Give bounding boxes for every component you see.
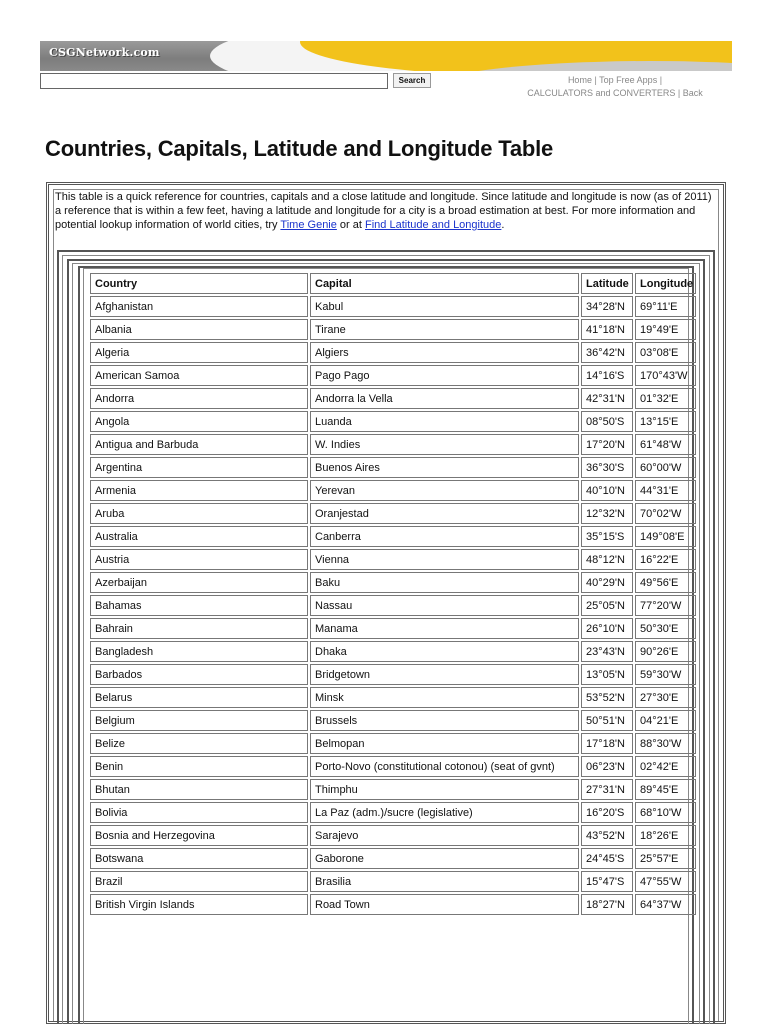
table-row [90, 848, 696, 869]
latitude-cell: 36°42'N [581, 342, 633, 363]
countries-table [88, 271, 698, 917]
header-country: Country [90, 273, 308, 294]
country-cell: Belgium [90, 710, 308, 731]
table-row [90, 756, 696, 777]
table-row [90, 802, 696, 823]
page-title: Countries, Capitals, Latitude and Longitude Table [45, 136, 554, 161]
capital-cell: Gaborone [310, 848, 579, 869]
country-cell: Belarus [90, 687, 308, 708]
country-cell: Bangladesh [90, 641, 308, 662]
longitude-cell: 25°57'E [635, 848, 696, 869]
longitude-cell: 69°11'E [635, 296, 696, 317]
longitude-cell: 64°37'W [635, 894, 696, 915]
table-row [90, 572, 696, 593]
capital-cell: Dhaka [310, 641, 579, 662]
capital-cell: W. Indies [310, 434, 579, 455]
country-cell: Antigua and Barbuda [90, 434, 308, 455]
country-cell: Botswana [90, 848, 308, 869]
longitude-cell: 70°02'W [635, 503, 696, 524]
table-row [90, 894, 696, 915]
longitude-cell: 27°30'E [635, 687, 696, 708]
capital-cell: Canberra [310, 526, 579, 547]
table-row [90, 733, 696, 754]
country-cell: British Virgin Islands [90, 894, 308, 915]
latitude-cell: 14°16'S [581, 365, 633, 386]
table-row [90, 825, 696, 846]
capital-cell: Sarajevo [310, 825, 579, 846]
intro-paragraph [55, 190, 717, 232]
latitude-cell: 36°30'S [581, 457, 633, 478]
longitude-cell: 61°48'W [635, 434, 696, 455]
country-cell: Afghanistan [90, 296, 308, 317]
latitude-cell: 26°10'N [581, 618, 633, 639]
calculators-link[interactable]: CALCULATORS and CONVERTERS [527, 88, 676, 98]
capital-cell: Baku [310, 572, 579, 593]
longitude-cell: 59°30'W [635, 664, 696, 685]
back-link[interactable]: Back [682, 88, 703, 98]
capital-cell: Andorra la Vella [310, 388, 579, 409]
longitude-cell: 13°15'E [635, 411, 696, 432]
longitude-cell: 170°43'W [635, 365, 696, 386]
country-cell: Brazil [90, 871, 308, 892]
latitude-cell: 12°32'N [581, 503, 633, 524]
latitude-cell: 43°52'N [581, 825, 633, 846]
longitude-cell: 03°08'E [635, 342, 696, 363]
top-free-apps-link[interactable]: Top Free Apps [599, 75, 658, 85]
latitude-cell: 13°05'N [581, 664, 633, 685]
latitude-cell: 06°23'N [581, 756, 633, 777]
country-cell: Bolivia [90, 802, 308, 823]
capital-cell: La Paz (adm.)/sucre (legislative) [310, 802, 579, 823]
intro-text: This table is a quick reference for countries, capitals and a close latitude and longitude. Since latitude and longitude is now (as of 2011) a reference that is within a few feet, having a latitude and longitude for a city is a broad estimation at best. For more information and potential lookup information of world cities, try [55, 191, 712, 231]
table-row [90, 319, 696, 340]
table-row [90, 296, 696, 317]
country-cell: Barbados [90, 664, 308, 685]
country-cell: Bosnia and Herzegovina [90, 825, 308, 846]
latitude-cell: 17°20'N [581, 434, 633, 455]
intro-mid: or at [336, 219, 365, 231]
search-button[interactable]: Search [393, 73, 431, 88]
longitude-cell: 88°30'W [635, 733, 696, 754]
table-row [90, 618, 696, 639]
longitude-cell: 149°08'E [635, 526, 696, 547]
country-cell: Bahrain [90, 618, 308, 639]
longitude-cell: 04°21'E [635, 710, 696, 731]
latitude-cell: 41°18'N [581, 319, 633, 340]
table-row [90, 549, 696, 570]
table-row [90, 779, 696, 800]
table-row [90, 411, 696, 432]
capital-cell: Manama [310, 618, 579, 639]
longitude-cell: 16°22'E [635, 549, 696, 570]
capital-cell: Thimphu [310, 779, 579, 800]
capital-cell: Luanda [310, 411, 579, 432]
longitude-cell: 68°10'W [635, 802, 696, 823]
latitude-cell: 50°51'N [581, 710, 633, 731]
table-row [90, 710, 696, 731]
country-cell: Andorra [90, 388, 308, 409]
link-separator: | [677, 88, 683, 98]
longitude-cell: 50°30'E [635, 618, 696, 639]
header-capital: Capital [310, 273, 579, 294]
country-cell: American Samoa [90, 365, 308, 386]
country-cell: Argentina [90, 457, 308, 478]
capital-cell: Vienna [310, 549, 579, 570]
link-separator: | [594, 75, 600, 85]
table-row [90, 641, 696, 662]
country-cell: Bahamas [90, 595, 308, 616]
longitude-cell: 89°45'E [635, 779, 696, 800]
latitude-cell: 53°52'N [581, 687, 633, 708]
country-cell: Armenia [90, 480, 308, 501]
latitude-cell: 42°31'N [581, 388, 633, 409]
longitude-cell: 60°00'W [635, 457, 696, 478]
country-cell: Angola [90, 411, 308, 432]
latitude-cell: 17°18'N [581, 733, 633, 754]
capital-cell: Porto-Novo (constitutional cotonou) (seat of gvnt) [310, 756, 579, 777]
capital-cell: Algiers [310, 342, 579, 363]
capital-cell: Road Town [310, 894, 579, 915]
capital-cell: Yerevan [310, 480, 579, 501]
capital-cell: Brussels [310, 710, 579, 731]
country-cell: Algeria [90, 342, 308, 363]
table-body [90, 296, 696, 915]
latitude-cell: 24°45'S [581, 848, 633, 869]
table-row [90, 526, 696, 547]
header-latitude: Latitude [581, 273, 633, 294]
longitude-cell: 49°56'E [635, 572, 696, 593]
longitude-cell: 90°26'E [635, 641, 696, 662]
time-genie-link[interactable]: Time Genie [280, 219, 337, 231]
search-input[interactable] [40, 73, 388, 89]
table-row [90, 457, 696, 478]
capital-cell: Nassau [310, 595, 579, 616]
latitude-cell: 25°05'N [581, 595, 633, 616]
country-cell: Austria [90, 549, 308, 570]
longitude-cell: 47°55'W [635, 871, 696, 892]
table-row [90, 342, 696, 363]
longitude-cell: 01°32'E [635, 388, 696, 409]
site-banner [40, 41, 732, 71]
latitude-cell: 08°50'S [581, 411, 633, 432]
country-cell: Benin [90, 756, 308, 777]
table-row [90, 434, 696, 455]
latitude-cell: 40°29'N [581, 572, 633, 593]
country-cell: Belize [90, 733, 308, 754]
table-header-row [90, 273, 696, 294]
home-link[interactable]: Home [567, 75, 592, 85]
site-logo[interactable]: CSGNetwork.com [49, 46, 160, 59]
capital-cell: Kabul [310, 296, 579, 317]
capital-cell: Minsk [310, 687, 579, 708]
capital-cell: Brasilia [310, 871, 579, 892]
capital-cell: Pago Pago [310, 365, 579, 386]
longitude-cell: 44°31'E [635, 480, 696, 501]
capital-cell: Oranjestad [310, 503, 579, 524]
latitude-cell: 34°28'N [581, 296, 633, 317]
header-longitude: Longitude [635, 273, 696, 294]
capital-cell: Belmopan [310, 733, 579, 754]
longitude-cell: 02°42'E [635, 756, 696, 777]
table-row [90, 503, 696, 524]
link-separator: | [659, 75, 663, 85]
longitude-cell: 19°49'E [635, 319, 696, 340]
capital-cell: Bridgetown [310, 664, 579, 685]
table-row [90, 480, 696, 501]
table-row [90, 664, 696, 685]
country-cell: Aruba [90, 503, 308, 524]
country-cell: Australia [90, 526, 308, 547]
country-cell: Albania [90, 319, 308, 340]
latitude-cell: 23°43'N [581, 641, 633, 662]
find-lat-long-link[interactable]: Find Latitude and Longitude [365, 219, 502, 231]
longitude-cell: 18°26'E [635, 825, 696, 846]
table-row [90, 595, 696, 616]
table-row [90, 388, 696, 409]
capital-cell: Buenos Aires [310, 457, 579, 478]
latitude-cell: 27°31'N [581, 779, 633, 800]
latitude-cell: 48°12'N [581, 549, 633, 570]
capital-cell: Tirane [310, 319, 579, 340]
latitude-cell: 16°20'S [581, 802, 633, 823]
longitude-cell: 77°20'W [635, 595, 696, 616]
country-cell: Azerbaijan [90, 572, 308, 593]
table-row [90, 871, 696, 892]
intro-end: . [501, 219, 505, 231]
latitude-cell: 15°47'S [581, 871, 633, 892]
latitude-cell: 40°10'N [581, 480, 633, 501]
latitude-cell: 18°27'N [581, 894, 633, 915]
table-row [90, 687, 696, 708]
table-row [90, 365, 696, 386]
latitude-cell: 35°15'S [581, 526, 633, 547]
top-links [500, 74, 730, 100]
country-cell: Bhutan [90, 779, 308, 800]
